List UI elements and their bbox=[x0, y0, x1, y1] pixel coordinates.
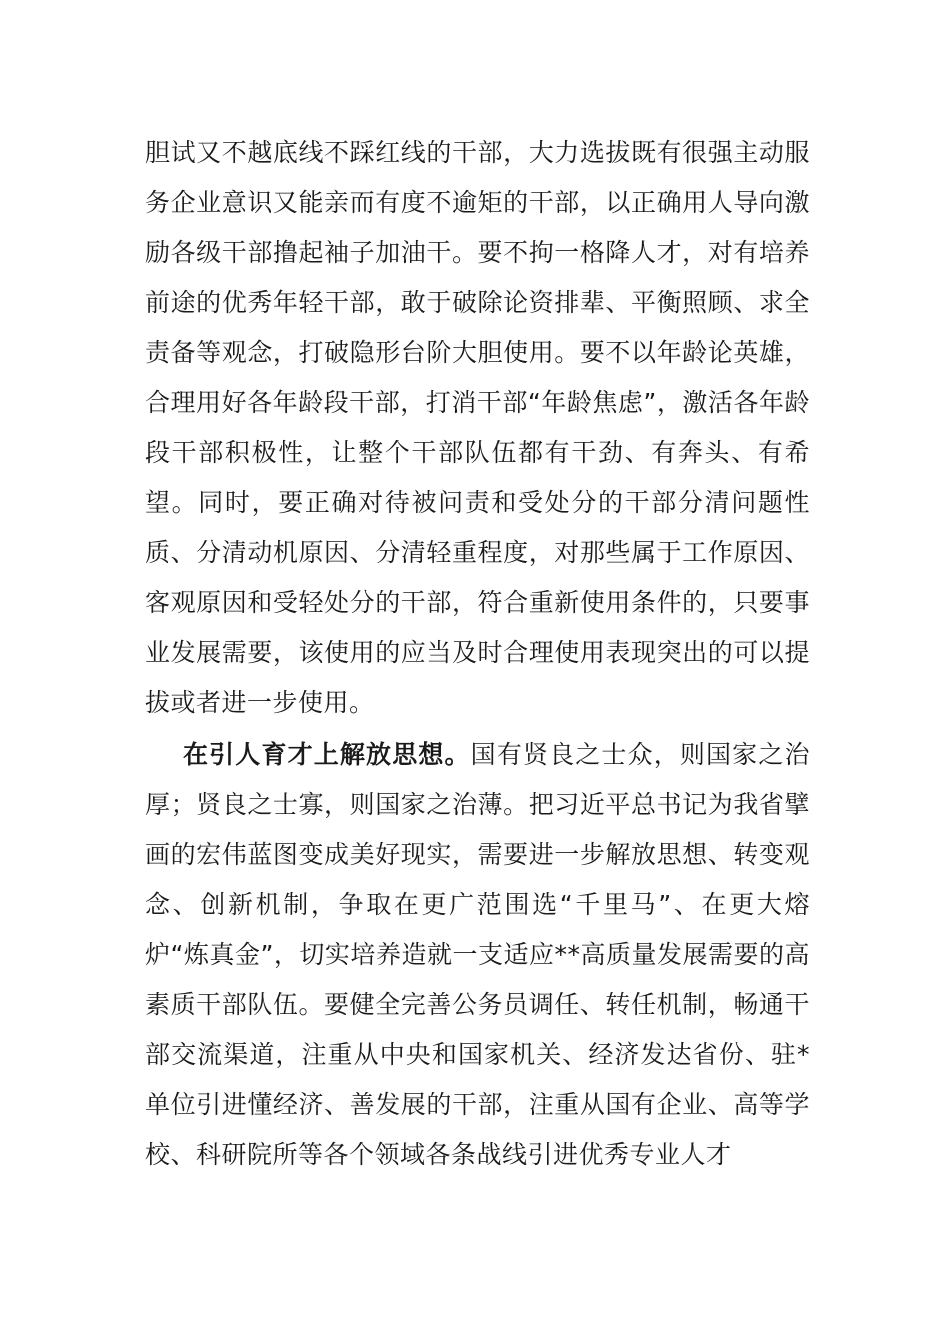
body-text bbox=[145, 128, 810, 1182]
paragraph-talent bbox=[145, 730, 810, 1180]
paragraph-1-text: 胆试又不越底线不踩红线的干部，大力选拔既有很强主动服务企业意识又能亲而有度不逾矩的干部，以正确用人导向激励各级干部撸起袖子加油干。要不拘一格降人才，对有培养前途的优秀年轻干部，敢于破除论资排辈、平衡照顾、求全责备等观念，打破隐形台阶大胆使用。要不以年龄论英雄，合理用好各年龄段干部，打消干部“年龄焦虑”，激活各年龄段干部积极性，让整个干部队伍都有干劲、有奔头、有希望。同时，要正确对待被问责和受处分的干部分清问题性质、分清动机原因、分清轻重程度，对那些属于工作原因、客观原因和受轻处分的干部，符合重新使用条件的，只要事业发展需要，该使用的应当及时合理使用表现突出的可以提拔或者进一步使用。 bbox=[145, 138, 810, 717]
paragraph-2-heading: 在引人育才上解放思想。 bbox=[183, 740, 471, 769]
paragraph-continuation bbox=[145, 128, 810, 728]
paragraph-2-text: 国有贤良之士众，则国家之治厚；贤良之士寡，则国家之治薄。把习近平总书记为我省擘画的宏伟蓝图变成美好现实，需要进一步解放思想、转变观念、创新机制，争取在更广范围选“千里马”、在更大熔炉“炼真金”，切实培养造就一支适应**高质量发展需要的高素质干部队伍。要健全完善公务员调任、转任机制，畅通干部交流渠道，注重从中央和国家机关、经济发达省份、驻*单位引进懂经济、善发展的干部，注重从国有企业、高等学校、科研院所等各个领域各条战线引进优秀专业人才 bbox=[145, 740, 810, 1169]
